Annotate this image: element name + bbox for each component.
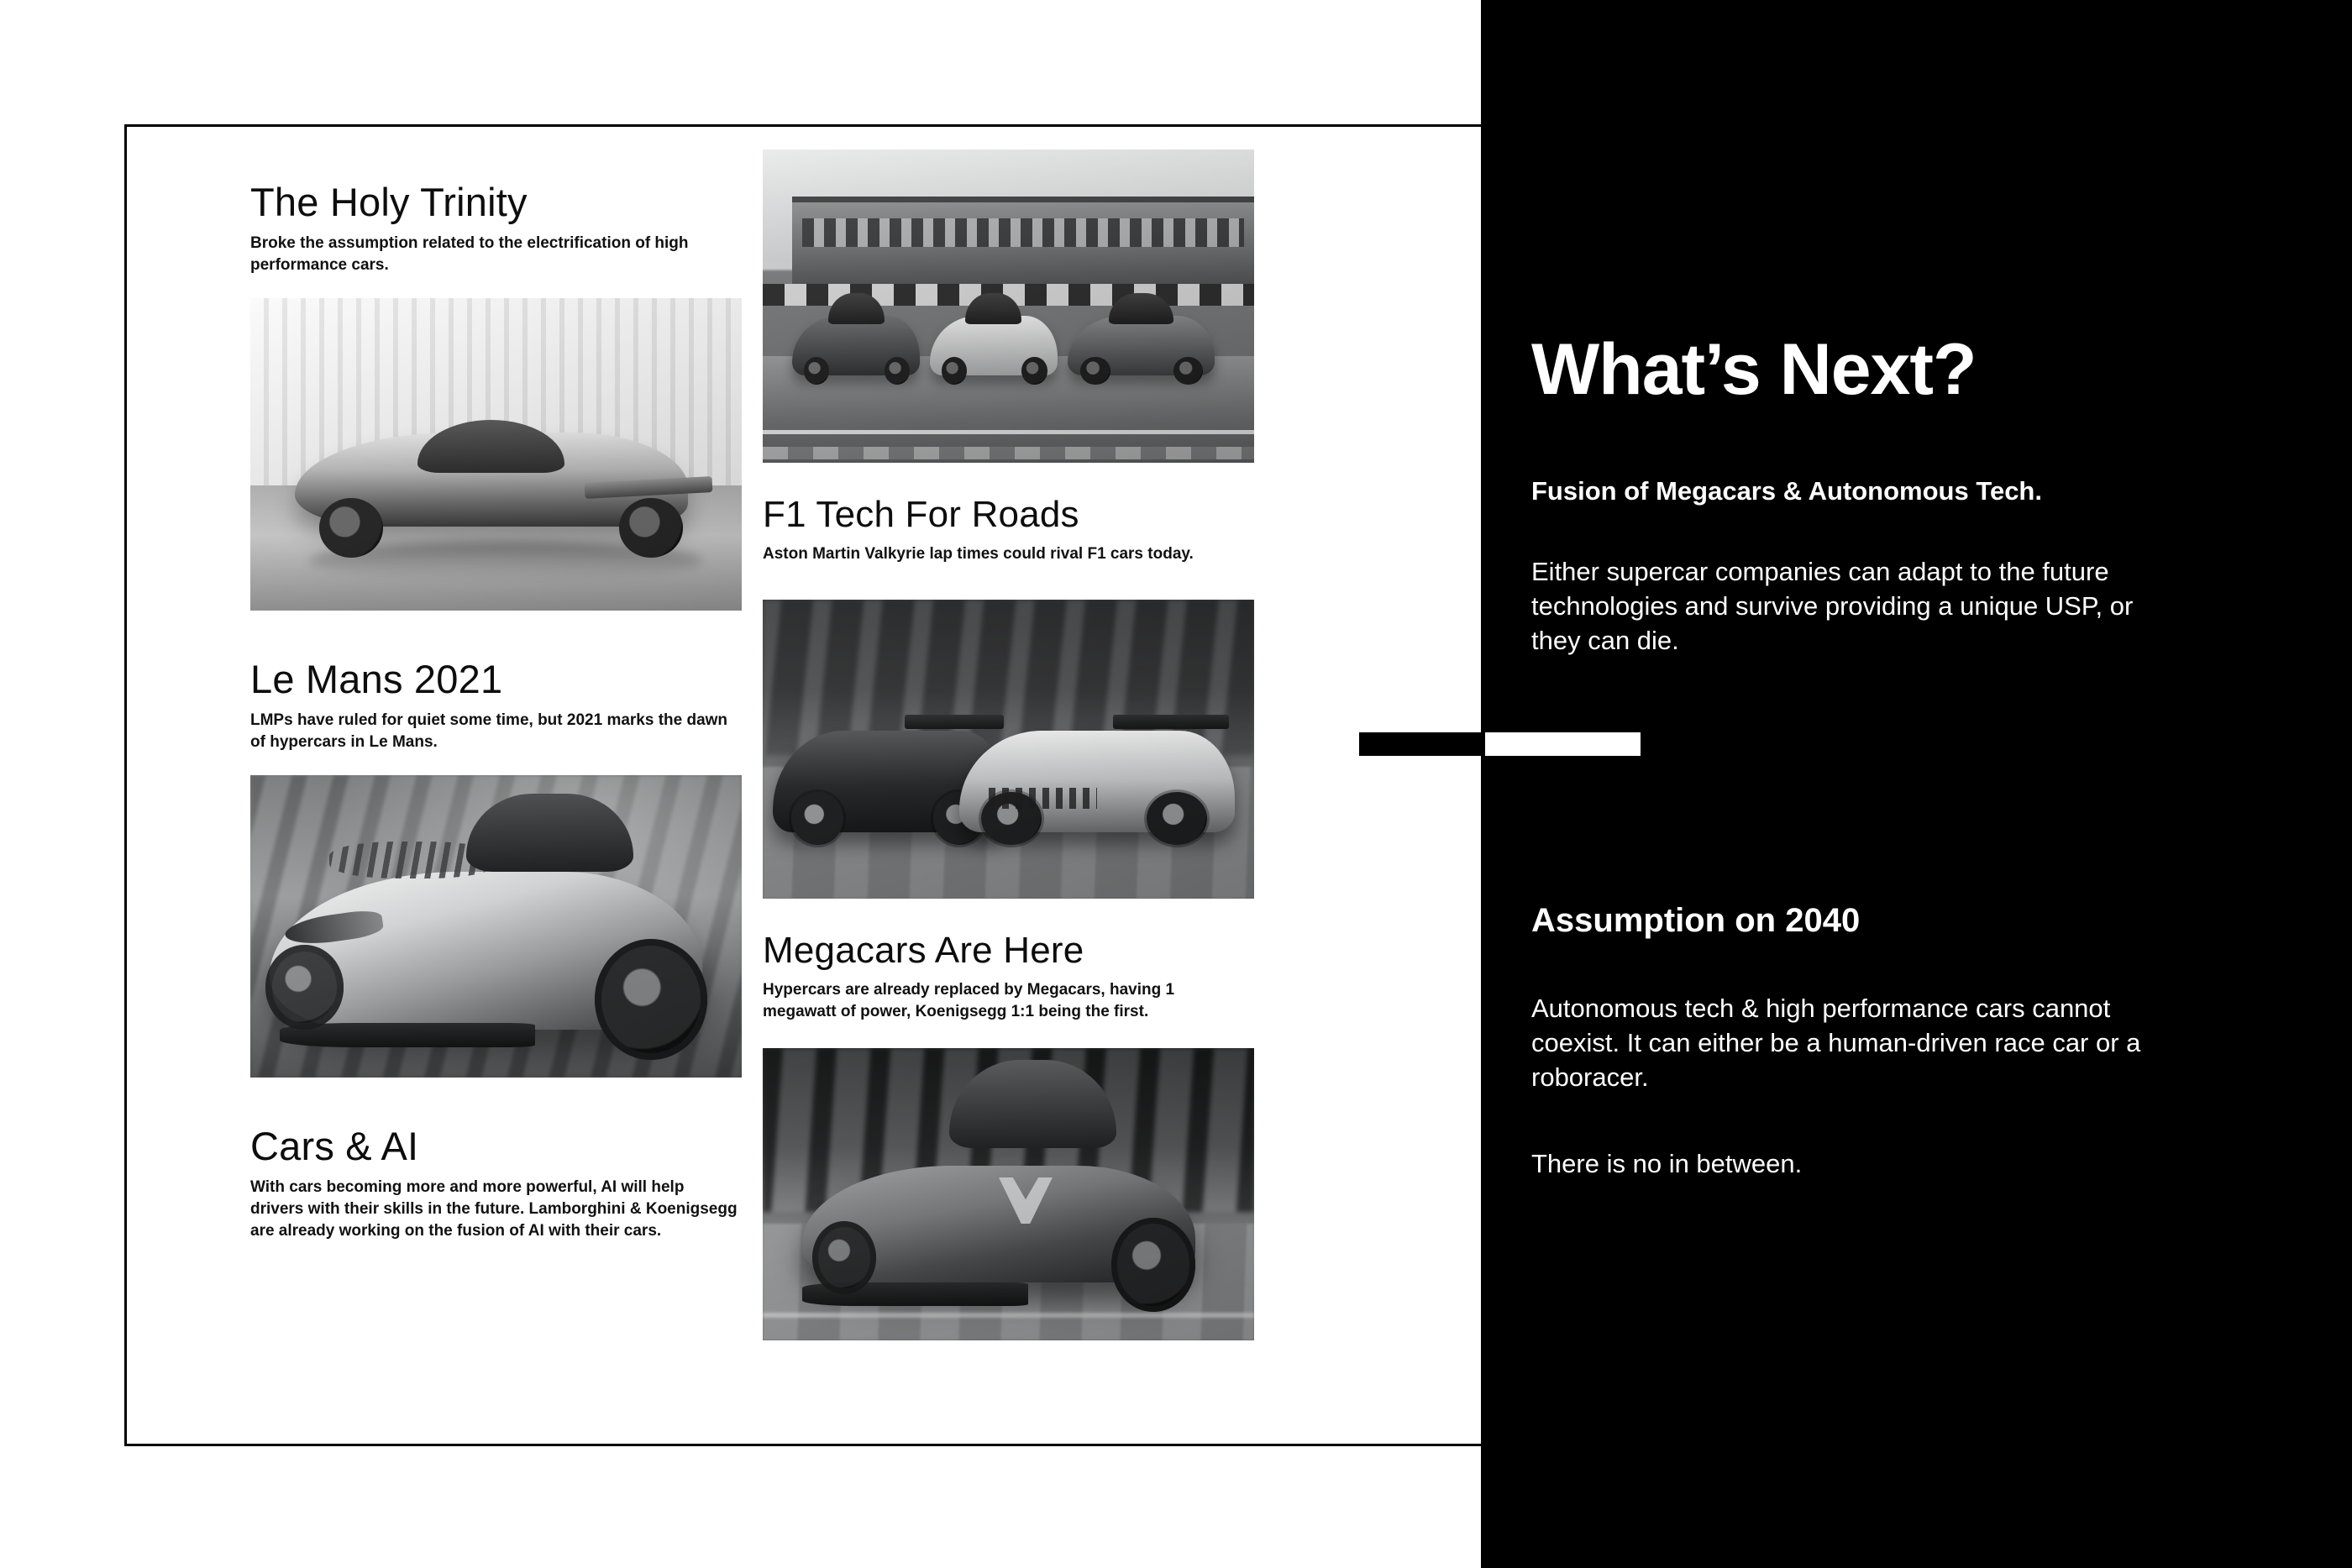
right-black-panel: [1481, 0, 2352, 1568]
panel-title-whats-next: What’s Next?: [1531, 329, 1977, 410]
aston-martin-valkyrie-studio-photo: [250, 298, 742, 611]
panel-section-heading-assumption-2040: Assumption on 2040: [1531, 902, 1861, 939]
divider-segment-gap: [1485, 732, 1494, 756]
block-body-f1-tech-for-roads: Aston Martin Valkyrie lap times could rival F1 cars today.: [763, 545, 1194, 564]
car-front-wheel-shape: [1111, 1218, 1194, 1311]
car-wheel-shape: [942, 357, 967, 385]
koenigsegg-agera-photo: [250, 775, 742, 1078]
track-car-one-shape: [792, 316, 920, 375]
lamborghini-huracan-evo-photo: [763, 1048, 1254, 1340]
frame-mask-top: [1483, 122, 2199, 132]
divider-segment-white: [1494, 732, 1641, 756]
panel-divider-bar: [1359, 732, 1641, 756]
car-wheel-shape: [1021, 357, 1047, 385]
car-front-wheel-shape: [319, 498, 383, 558]
car-wheel-shape: [804, 357, 829, 385]
car-rear-wheel-shape: [812, 1221, 876, 1294]
track-car-two-shape: [930, 316, 1058, 375]
car-livery-decal: [989, 788, 1097, 809]
block-title-cars-and-ai: Cars & AI: [250, 1124, 419, 1169]
grandstand-windows-shape: [802, 218, 1245, 247]
car-rear-wheel-shape: [619, 498, 683, 558]
left-content-column: [250, 181, 754, 1243]
car-rear-wheel-shape: [265, 945, 344, 1030]
panel-subtitle: Fusion of Megacars & Autonomous Tech.: [1531, 476, 2042, 506]
panel-closing-line: There is no in between.: [1531, 1149, 1803, 1178]
car-wheel-shape: [791, 792, 843, 845]
panel-paragraph: Either supercar companies can adapt to the future technologies and survive providing a unique USP, or they can die.: [1531, 557, 2134, 656]
block-title-holy-trinity: The Holy Trinity: [250, 180, 528, 224]
block-body-holy-trinity: Broke the assumption related to the electrification of high performance cars.: [250, 233, 689, 274]
track-line: [763, 430, 1254, 434]
block-body-le-mans-2021: LMPs have ruled for quiet some time, but 2021 marks the dawn of hypercars in Le Mans.: [250, 711, 728, 752]
le-mans-prototypes-racing-photo: [763, 600, 1254, 899]
track-kerb: [763, 447, 1254, 459]
car-wheel-shape: [1147, 792, 1207, 845]
race-car-light-shape: [959, 731, 1235, 832]
holy-trinity-on-track-photo: [763, 149, 1254, 463]
divider-segment-black: [1359, 732, 1485, 756]
track-car-three-shape: [1068, 316, 1215, 375]
car-front-wheel-shape: [595, 939, 708, 1060]
car-wheel-shape: [1080, 357, 1110, 385]
block-body-cars-and-ai: With cars becoming more and more powerful, AI will help drivers with their skills in the future. Lamborghini & Koenigsegg are already working on the fusion of AI with their cars.: [250, 1177, 738, 1240]
block-title-le-mans-2021: Le Mans 2021: [250, 657, 503, 702]
middle-content-column: [763, 149, 1254, 1340]
car-wheel-shape: [885, 357, 910, 385]
block-title-f1-tech-for-roads: F1 Tech For Roads: [763, 494, 1079, 535]
frame-mask-bottom: [1483, 1441, 2199, 1451]
road-lane-marking: [763, 1313, 1254, 1318]
car-wheel-shape: [1173, 357, 1203, 385]
block-body-megacars-are-here: Hypercars are already replaced by Megacars, having 1 megawatt of power, Koenigsegg 1:1 being the first.: [763, 981, 1175, 1021]
block-title-megacars-are-here: Megacars Are Here: [763, 929, 1084, 971]
car-rear-wing-shape: [905, 715, 1004, 729]
panel-section-paragraph: Autonomous tech & high performance cars cannot coexist. It can either be a human-driven race car or a roboracer.: [1531, 994, 2141, 1093]
car-rear-wing-shape: [1113, 715, 1229, 729]
